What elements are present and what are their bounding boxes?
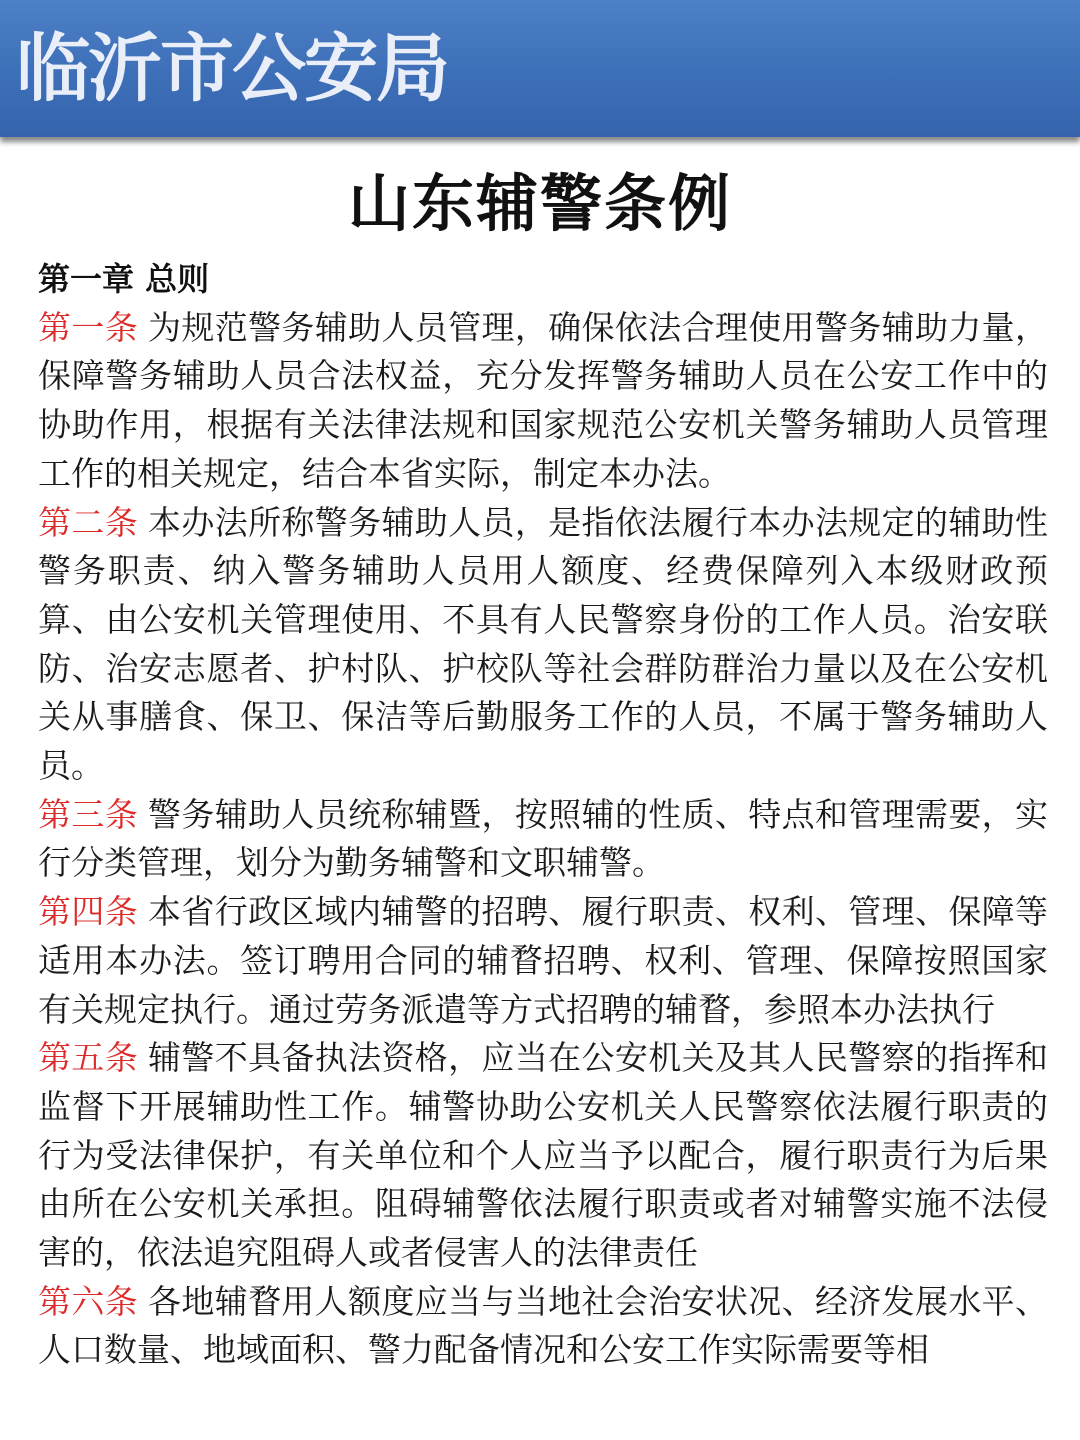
article-text: 本办法所称警务辅助人员，是指依法履行本办法规定的辅助性警务职责、纳入警务辅助人员用人额度、经费保障列入本级财政预算、由公安机关管理使用、不具有人民警察身份的工作人员。治安联防、治安志愿者、护村队、护校队等社会群防群治力量以及在公安机关从事膳食、保卫、保洁等后勤服务工作的人员，不属于警务辅助人员。 [38, 502, 1049, 786]
article-6 [38, 1278, 1048, 1375]
chapter-heading: 第一章 总则 [38, 260, 210, 298]
article-label: 第二条 [38, 502, 139, 542]
article-4 [38, 888, 1048, 1034]
article-3 [38, 791, 1048, 888]
article-text: 警务辅助人员统称辅暨，按照辅的性质、特点和管理需要，实行分类管理，划分为勤务辅警和文职辅警。 [38, 794, 1049, 883]
article-label: 第五条 [38, 1038, 139, 1078]
org-name: 临沂市公安局 [16, 26, 448, 112]
document-title: 山东辅警条例 [347, 167, 732, 240]
document-body [38, 255, 1048, 1375]
header-banner [0, 0, 1080, 137]
article-label: 第四条 [38, 892, 139, 932]
article-text: 本省行政区域内辅警的招聘、履行职责、权利、管理、保障等适用本办法。签订聘用合同的辅瞀招聘、权利、管理、保障按照国家有关规定执行。通过劳务派遣等方式招聘的辅瞀，参照本办法执行 [38, 892, 1049, 1029]
article-1 [38, 304, 1048, 499]
article-label: 第六条 [38, 1281, 139, 1321]
article-text: 为规范警务辅助人员管理，确保依法合理使用警务辅助力量，保障警务辅助人员合法权益，充分发挥警务辅助人员在公安工作中的协助作用，根据有关法律法规和国家规范公安机关警务辅助人员管理工作的相关规定，结合本省实际，制定本办法。 [38, 307, 1049, 493]
article-label: 第一条 [38, 307, 139, 347]
article-text: 辅警不具备执法资格，应当在公安机关及其人民警察的指挥和监督下开展辅助性工作。辅警协助公安机关人民警察依法履行职责的行为受法律保护，有关单位和个人应当予以配合，履行职责行为后果由所在公安机关承担。阻碍辅警依法履行职责或者对辅警实施不法侵害的，依法追究阻碍人或者侵害人的法律责任 [38, 1038, 1049, 1273]
article-text: 各地辅瞀用人额度应当与当地社会治安状况、经济发展水平、人口数量、地域面积、警力配备情况和公安工作实际需要等相 [38, 1281, 1049, 1370]
article-5 [38, 1034, 1048, 1278]
article-2 [38, 499, 1048, 791]
article-label: 第三条 [38, 794, 139, 834]
